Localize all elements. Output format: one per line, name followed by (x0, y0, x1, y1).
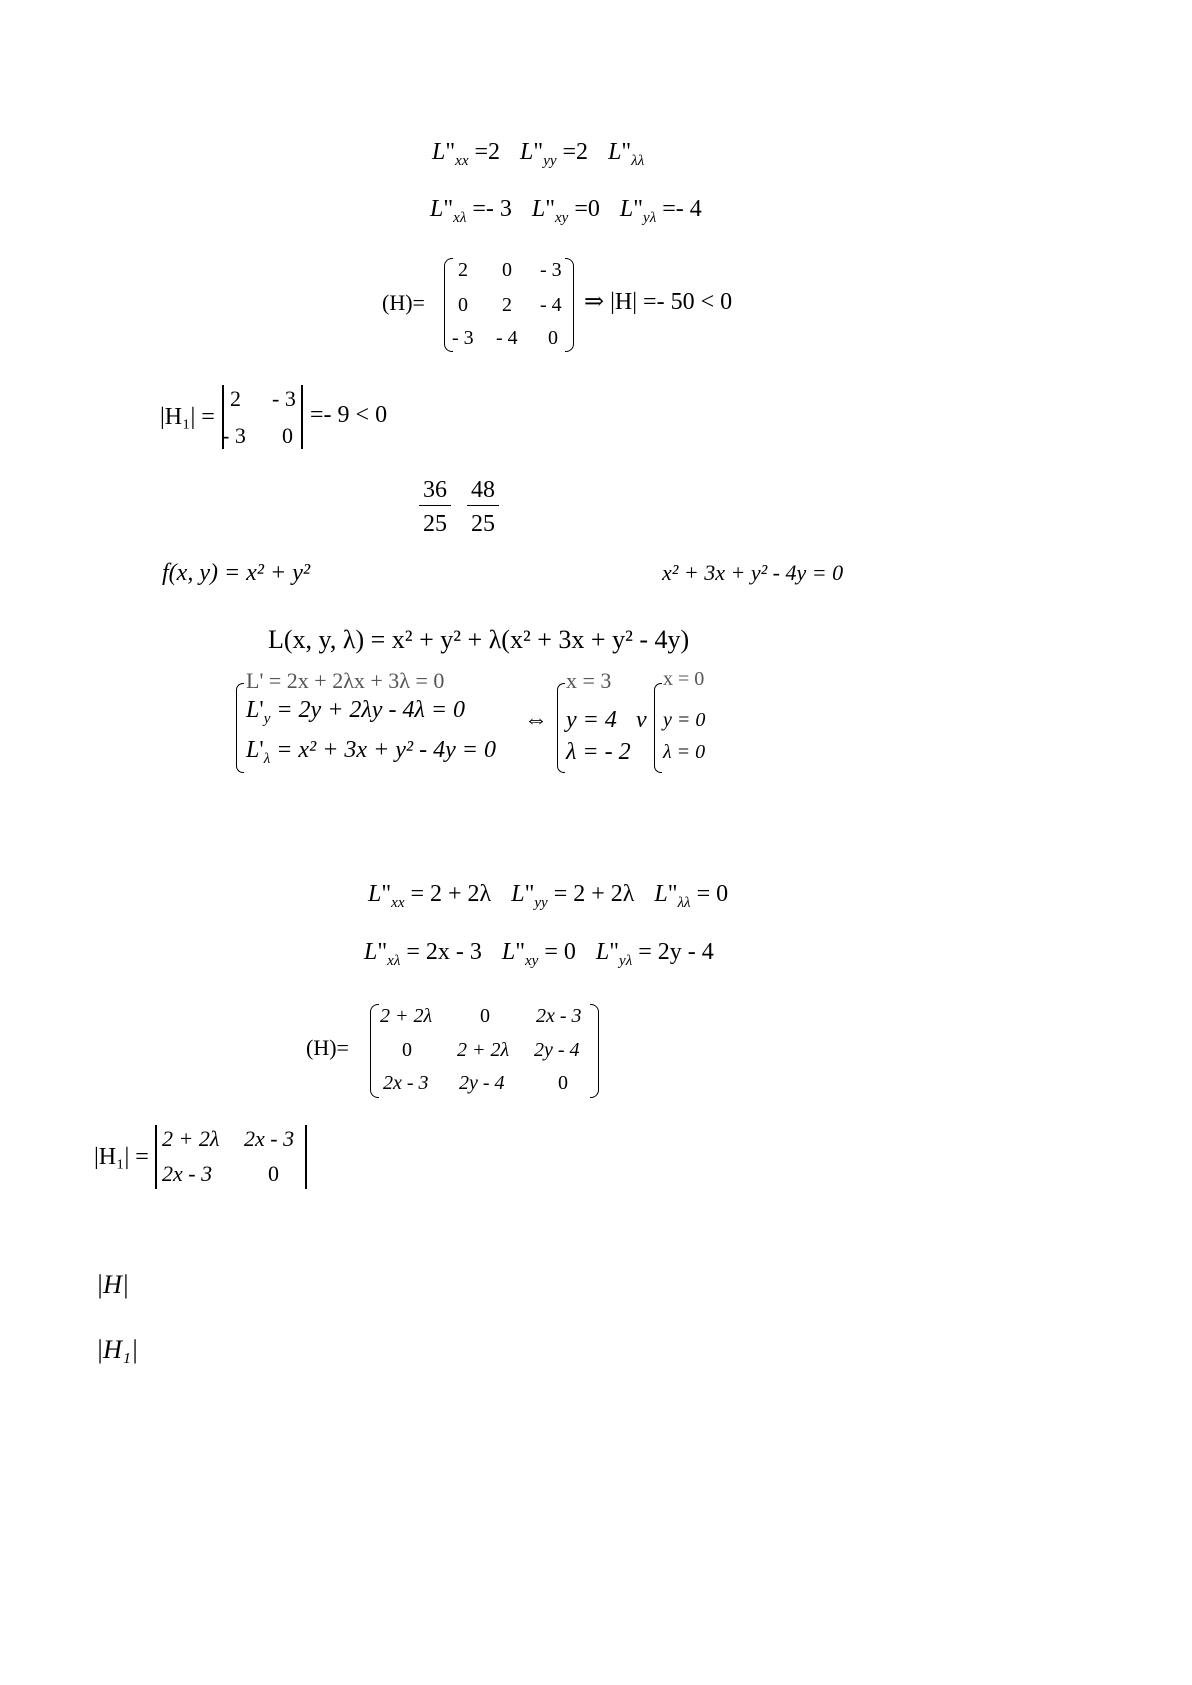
fraction-numerator: 48 (467, 478, 499, 506)
hessian-label: (H)= (382, 290, 425, 315)
determinant-right-bar (305, 1125, 307, 1189)
lxlam-value: =- 3 (472, 196, 512, 222)
general-derivatives-line-1: $L"_{xx} = 2 + 2\lambda$ $L"_{yy} = 2 + 2\lambda$ $L"_{\lambda\lambda} = 0$ (368, 881, 729, 911)
determinant-cell: - 3 (272, 386, 296, 411)
objective-function: f(x, y) = x² + y² (162, 560, 311, 586)
equivalence-arrow: ⇔ (524, 707, 548, 733)
fraction-denominator: 25 (471, 511, 495, 537)
solution2-lambda: λ = 0 (663, 741, 706, 763)
fraction-y (467, 478, 499, 536)
clipped-solution1-top: x = 3 (566, 668, 612, 693)
matrix-cell: - 4 (496, 327, 518, 349)
llam-equation: = x² + 3x + y² - 4y = 0 (276, 737, 496, 763)
matrix-cell: 0 (548, 327, 558, 349)
solution2-y: y = 0 (663, 709, 706, 731)
determinant-cell: - 3 (222, 423, 246, 448)
hessian-result: ⇒ |H| =- 50 < 0 (584, 289, 733, 315)
determinant-cell: 0 (268, 1161, 279, 1186)
hessian-label: (H)= (306, 1035, 349, 1060)
determinant-cell: 2x - 3 (244, 1126, 295, 1151)
h1-determinant-symbol: |H₁| (96, 1335, 139, 1364)
system-row-ly: $L'_y = 2y + 2\lambda y - 4\lambda = 0$ (246, 697, 466, 727)
solution1-lambda: λ = - 2 (566, 739, 631, 765)
matrix-cell: 2 + 2λ (457, 1039, 510, 1061)
matrix-cell: - 3 (452, 327, 474, 349)
general-derivatives-line-2: $L"_{x\lambda} = 2x - 3$ $L"_{xy} = 0$ $L"_{y\lambda} = 2y - 4$ (364, 939, 714, 969)
matrix-cell: 2x - 3 (536, 1005, 582, 1027)
clipped-top-row: L' = 2x + 2λx + 3λ = 0 (246, 668, 445, 693)
lylam-value: =- 4 (662, 196, 702, 222)
g-lyy-value: = 2 + 2λ (553, 881, 635, 907)
matrix-cell: 2 + 2λ (380, 1005, 433, 1027)
g-lxy-value: = 0 (544, 939, 576, 965)
fraction-numerator: 36 (419, 478, 451, 506)
matrix-cell: 0 (458, 294, 468, 316)
matrix-right-paren (590, 1004, 599, 1098)
matrix-cell: 2y - 4 (459, 1072, 505, 1094)
determinant-cell: 2 (230, 386, 241, 411)
g-lxx-value: = 2 + 2λ (410, 881, 492, 907)
lxx-value: =2 (474, 139, 501, 165)
system-row-llam: $L'_\lambda = x^2 + 3x + y^2 - 4y = 0$ (246, 737, 496, 767)
fraction-x (419, 478, 451, 536)
solution-separator: v (636, 707, 647, 733)
lxy-value: =0 (574, 196, 600, 222)
solution1-left-brace (557, 683, 565, 773)
determinant-cell: 2x - 3 (162, 1161, 213, 1186)
second-derivatives-line-1: $L"_{xx} =2$ $L"_{yy} =2$ $L"_{\lambda\lambda}$ (432, 139, 645, 169)
h-determinant-symbol: |H| (96, 1270, 130, 1299)
matrix-cell: 2y - 4 (534, 1039, 580, 1061)
matrix-cell: - 4 (540, 294, 562, 316)
determinant-right-bar (301, 385, 303, 449)
lagrangian-function: L(x, y, λ) = x² + y² + λ(x² + 3x + y² - 4y) (268, 625, 690, 654)
matrix-cell: 2x - 3 (383, 1072, 429, 1094)
ly-equation: = 2y + 2λy - 4λ = 0 (276, 697, 466, 723)
h1-label: |H₁| = (94, 1144, 149, 1170)
clipped-solution2-top: x = 0 (663, 668, 705, 690)
determinant-cell: 2 + 2λ (162, 1126, 220, 1151)
h1-result: =- 9 < 0 (310, 402, 388, 428)
h1-label: |H₁| = (160, 404, 215, 430)
matrix-cell: 2 (502, 294, 512, 316)
matrix-cell: - 3 (540, 259, 562, 281)
constraint-equation: x² + 3x + y² - 4y = 0 (662, 560, 844, 585)
fraction-denominator: 25 (423, 511, 447, 537)
matrix-left-paren (370, 1004, 379, 1098)
system-left-brace (236, 683, 244, 773)
determinant-cell: 0 (282, 423, 293, 448)
g-lxlam-value: = 2x - 3 (406, 939, 482, 965)
matrix-cell: 0 (402, 1039, 412, 1061)
g-lylam-value: = 2y - 4 (638, 939, 714, 965)
lyy-value: =2 (562, 139, 589, 165)
matrix-cell: 2 (458, 259, 468, 281)
solution2-left-brace (654, 683, 662, 773)
matrix-cell: 0 (558, 1072, 568, 1094)
matrix-cell: 0 (480, 1005, 490, 1027)
g-llamlam-value: = 0 (696, 881, 729, 907)
solution1-y: y = 4 (566, 707, 617, 733)
determinant-left-bar (155, 1125, 157, 1189)
matrix-right-paren (565, 258, 574, 352)
matrix-cell: 0 (502, 259, 512, 281)
second-derivatives-line-2: $L"_{x\lambda} =- 3$ $L"_{xy} =0$ $L"_{y\lambda} =- 4$ (430, 196, 702, 226)
